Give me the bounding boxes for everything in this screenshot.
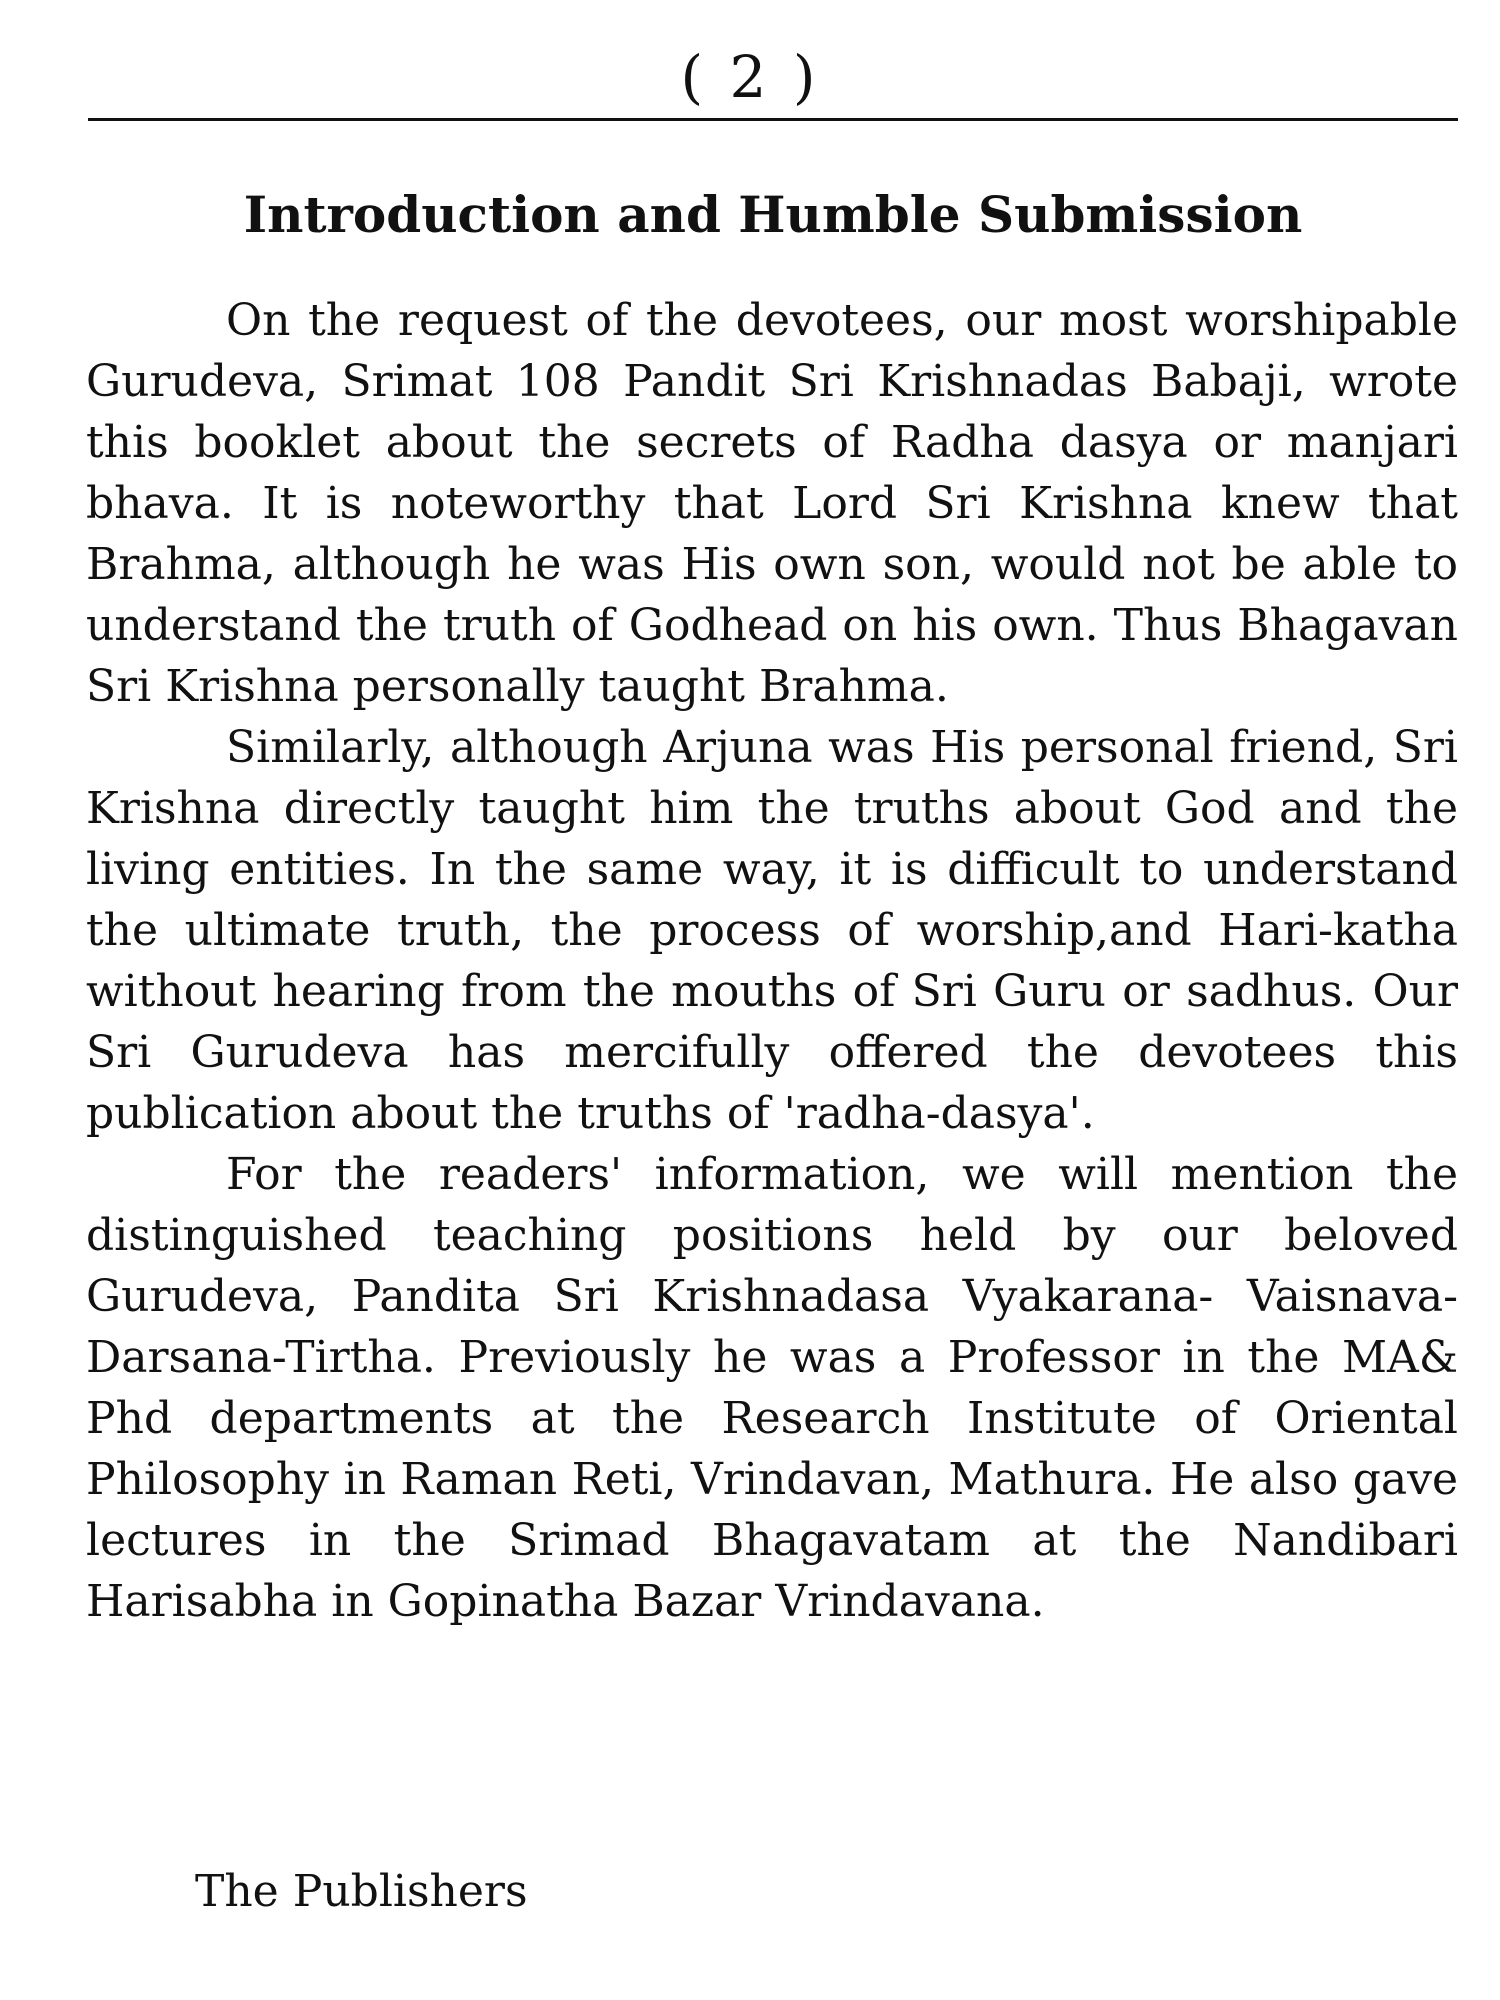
page-title: Introduction and Humble Submission — [243, 184, 1303, 244]
paragraph-2: Similarly, although Arjuna was His personal friend, Sri Krishna directly taught him the truths about God and the living entities. In the same way, it is difficult to understand the ultimate truth, the process of worship,and Hari-katha without hearing from the mouths of Sri Guru or sadhus. Our Sri Gurudeva has mercifully offered the devotees this publication about the truths of 'radha-dasya'. — [86, 722, 1458, 1139]
signature: The Publishers — [195, 1866, 528, 1917]
header-rule — [88, 118, 1458, 121]
page-number: ( 2 ) — [680, 43, 820, 111]
body-text — [86, 290, 1458, 1632]
paragraph-3: For the readers' information, we will mention the distinguished teaching positions held by our beloved Gurudeva, Pandita Sri Krishnadasa Vyakarana- Vaisnava-Darsana-Tirtha. Previously he was a Professor in the MA& Phd departments at the Research Institute of Oriental Philosophy in Raman Reti, Vrindavan, Mathura. He also gave lectures in the Srimad Bhagavatam at the Nandibari Harisabha in Gopinatha Bazar Vrindavana. — [86, 1149, 1458, 1627]
paragraph-1: On the request of the devotees, our most worshipable Gurudeva, Srimat 108 Pandit Sri Krishnadas Babaji, wrote this booklet about the secrets of Radha dasya or manjari bhava. It is noteworthy that Lord Sri Krishna knew that Brahma, although he was His own son, would not be able to understand the truth of Godhead on his own. Thus Bhagavan Sri Krishna personally taught Brahma. — [86, 295, 1458, 712]
